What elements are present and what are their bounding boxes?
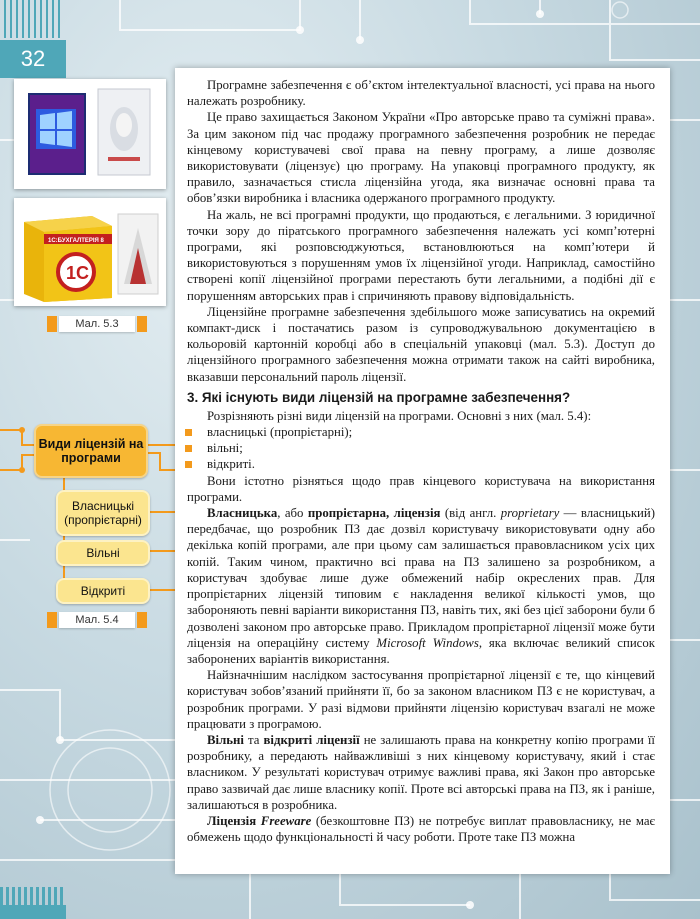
paragraph: Розрізняють різні види ліцензій на програми. Основні з них (мал. 5.4):: [207, 408, 592, 423]
paragraph: Ліцензійне програмне забезпечення здебільшого може записуватись на окремий компакт-диск і постачатись разом із супроводжувальною документацією в кольоровій картонній коробці або в спеціальній упаковці (мал. 5.3). Доступ до ліцензійного програмного забезпечення можна отримати також на сайті виробника, вказавши персональний пароль ліцензії.: [187, 304, 655, 384]
page-number: 32: [0, 40, 66, 78]
1c-box-label: 1С:БУХГАЛТЕРІЯ 8: [48, 238, 104, 244]
paragraph: Це право захищається Законом України «Про авторське право та суміжні права». За цим законом під час продажу програмного забезпечення розробник не передає кінцевому користувачеві свої права на певну програму, а лише дозволяє використовувати (ліцензує) цю програму. На упаковці програмного продукту, як правило, зазначається стисла ліцензійна угода, яка визначає основні права та обов’язки виробника і власника одержаного програмного продукту.: [187, 110, 655, 206]
diagram-item-free: Вільні: [56, 540, 150, 566]
term-freeware: Freeware: [260, 813, 312, 828]
diagram-main-box: Види ліцензій на програми: [34, 424, 148, 478]
paragraph: Вони істотно різняться щодо прав кінцевого користувача на використання програми.: [187, 473, 655, 504]
term: пропрієтарна, ліцензія: [307, 506, 441, 521]
diagram-item-open: Відкриті: [56, 578, 150, 604]
caption-marker-right: [137, 612, 147, 628]
paragraph-free-open: Вільні та відкриті ліцензії не залишають права на конкретну копію програми її розробнику, а передають найважливіші з них кінцевому користувачу, який і стає власником. У результаті користувач отримує важливі права, які Закон про авторське право зазвичай дає лише власнику копії. Проте всі авторські права на ПЗ, як і раніше, залишаються в розробника.: [187, 732, 655, 812]
paragraph: Найзначнішим наслідком застосування пропрієтарної ліцензії є те, що кінцевий користувач зобов’язаний прийняти її, бо за законом власником ПЗ є не користувач, а розробник програми. У разі відмови прийняти ліцензію користувач взагалі не може працювати з програмою.: [187, 668, 655, 731]
term-english: proprietary: [500, 506, 560, 521]
figure-5-3-caption: Мал. 5.3: [59, 316, 135, 332]
paragraph-proprietary: Власницька, або пропрієтарна, ліцензія (від англ. proprietary — власницький) передбачає, що розробник ПЗ дає дозвіл користувачу використовувати одну або декілька копій програми, але при цьому сам залишається правовласником усіх цих копій. Таким чином, практично всі права на ПЗ залишено за розробником, а користувач здобуває лише дуже обмежений набір окреслених прав. Для пропрієтарних ліцензій типовим є накладення великої кількості умов, що забороняють певні варіанти використання ПЗ, навіть тих, які без цієї заборони були б дозволені законом про авторське право. Прикладом пропрієтарної ліцензії може бути ліцензія на операційну систему Microsoft Windows, яка включає великий список заборонених варіантів використання.: [187, 506, 656, 666]
term: відкриті ліцензії: [263, 732, 360, 747]
list-item: власницькі (пропрієтарні);: [187, 424, 655, 440]
term: Ліцензія: [207, 813, 261, 828]
term: Вільні: [207, 732, 244, 747]
caption-marker-left: [47, 612, 57, 628]
paragraph: Програмне забезпечення є об’єктом інтелектуальної власності, усі права на нього належать розробнику.: [187, 78, 655, 109]
license-list: [187, 424, 655, 473]
diagram-item-proprietary: Власницькі (пропрієтарні): [56, 490, 150, 536]
figure-5-4-caption: Мал. 5.4: [59, 612, 135, 628]
term-os: Microsoft Windows: [376, 635, 479, 650]
svg-text:1C: 1C: [66, 263, 90, 283]
term: Власницька: [207, 506, 278, 521]
paragraph: На жаль, не всі програмні продукти, що продаються, є легальними. З юридичної точки зору до піратського програмного забезпечення належать усі комп’ютерні програми, які розповсюджуються, встановлюються на комп’ютери й використовуються з порушенням умов їх ліцензійної угоди. Наприклад, самостійно створені копії ліцензійної програми перестають бути легальними, а подібні дії є порушенням авторських прав і спричиняють правову відповідальність.: [187, 207, 655, 303]
list-item: відкриті.: [187, 456, 655, 472]
section-heading: 3. Які існують види ліцензій на програмне забезпечення?: [187, 389, 571, 405]
body-text: [187, 77, 655, 845]
paragraph-freeware: Ліцензія Freeware (безкоштовне ПЗ) не потребує виплат правовласнику, не має обмежень щодо функціональності й часу роботи. Проте таке ПЗ можна: [187, 813, 655, 845]
list-item: вільні;: [187, 440, 655, 456]
